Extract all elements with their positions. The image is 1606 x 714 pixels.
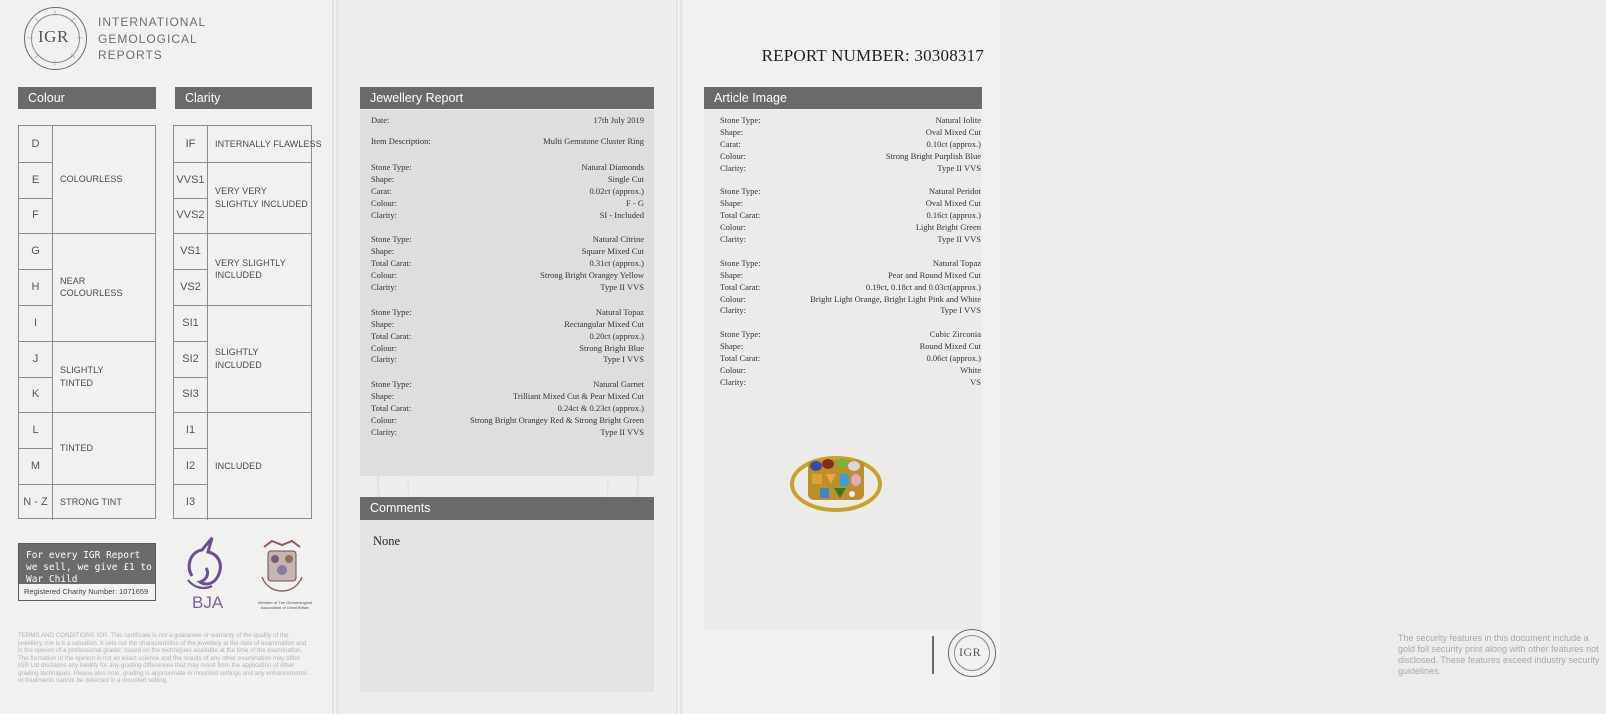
article-image-header: Article Image [704,87,982,109]
detail-row [371,186,644,198]
grade-column-divider [207,126,208,520]
detail-value: 0.06ct (approx.) [926,353,981,364]
grade-code: H [31,281,40,294]
detail-row [371,198,644,210]
detail-value: Type I VVS [603,354,644,365]
grade-code: IF [185,137,196,150]
detail-label: Total Carat: [371,258,412,269]
detail-row [720,198,981,210]
detail-value: Pear and Round Mixed Cut [887,269,981,280]
detail-label: Total Carat: [371,403,412,414]
igr-logo [24,7,87,70]
grade-code: SI1 [182,316,199,329]
detail-row [720,258,981,270]
grade-row-divider [19,377,52,378]
detail-label: Total Carat: [720,210,761,221]
terms-and-conditions: TERMS AND CONDITIONS IGR. This certificate is not a guarantee or warranty of the quality of the jewellery, nor is it a valuation. It sets out the characteristics of the jewellery at the date of examination and is the opinion of a professional grader, based on the techniques available at the time of the examination. The formation of the opinion is not an exact science and the results of any other examination may differ. IGR Ltd disclaims any liability for any grading differences that may result from the application of other grading techniques. Please also note, grading is approximate in mounted settings and any enhancements or treatments cannot be detected in a mounted setting. [18,632,307,684]
detail-row [371,234,644,246]
igr-logo-text: IGR [38,27,69,46]
detail-label: Stone Type: [720,115,761,125]
grade-code: VVS2 [176,209,205,222]
summary-label: Date: [371,115,390,125]
detail-row [720,163,981,175]
detail-label: Shape: [371,391,395,402]
description-divider [207,305,311,306]
middle-panel [338,0,676,714]
stone-group [720,186,981,245]
detail-value: Type II VVS [937,234,981,245]
detail-label: Stone Type: [371,234,412,245]
detail-label: Colour: [720,222,746,233]
grade-row-divider [19,162,52,163]
detail-row [720,294,981,306]
detail-value: Type II VVS [600,426,644,437]
grade-code: N - Z [23,495,48,508]
grade-code: F [32,209,39,222]
grade-column-divider [52,126,53,520]
description-divider [52,484,155,485]
grade-description: SLIGHTLY INCLUDED [215,347,262,370]
detail-label: Shape: [720,269,744,280]
brand-line: REPORTS [98,48,163,62]
detail-row [720,377,981,389]
stone-group [371,307,644,366]
stone-group [371,162,644,221]
grade-code: L [32,424,39,437]
detail-label: Clarity: [371,282,397,293]
grade-code: D [31,137,40,150]
summary-label: Item Description: [371,136,431,146]
detail-value: Type I VVS [940,305,981,316]
stone-group [720,258,981,317]
detail-value: Strong Bright Orangey Red & Strong Bright Green [470,415,644,426]
grade-row-divider [174,162,207,163]
detail-row [371,331,644,343]
detail-row [720,151,981,163]
grade-description: TINTED [60,442,94,453]
grade-code: VS2 [180,281,201,294]
detail-row [371,174,644,186]
article-stones [720,115,981,401]
charity-text: For every IGR Report we sell, we give £1 to War Child [19,544,155,584]
detail-label: Shape: [371,318,395,329]
grade-description: SLIGHTLY TINTED [60,365,104,388]
grade-code: I [33,316,38,329]
left-panel [0,0,332,714]
detail-row [371,270,644,282]
detail-label: Total Carat: [720,281,761,292]
charity-number: Registered Charity Number: 1071659 [24,587,149,596]
comments-card [360,520,654,692]
summary-row [371,136,644,148]
detail-value: Single Cut [607,173,644,184]
detail-row [720,341,981,353]
detail-value: 0.20ct (approx.) [589,330,644,341]
right-panel [682,0,1600,714]
grade-code: K [31,388,40,401]
igr-seal [948,629,996,677]
detail-label: Total Carat: [371,330,412,341]
grade-row-divider [19,341,52,342]
crest-caption: Member of The Gemmological Association of Great Britain [258,600,312,610]
detail-row [371,210,644,222]
detail-row [371,403,644,415]
grade-code: I3 [185,495,196,508]
stone-group [371,379,644,438]
detail-value: 0.10ct (approx.) [926,138,981,149]
grade-description: NEAR COLOURLESS [60,275,123,299]
detail-label: Total Carat: [720,353,761,364]
detail-label: Carat: [720,138,741,149]
grade-row-divider [174,377,207,378]
detail-label: Clarity: [720,234,746,245]
detail-label: Shape: [720,126,744,137]
stone-group [720,115,981,174]
grade-code: E [31,173,40,186]
detail-label: Clarity: [720,305,746,316]
detail-row [371,162,644,174]
detail-value: Natural Peridot [928,186,981,197]
detail-label: Shape: [371,173,395,184]
bja-unicorn-logo [178,536,244,612]
detail-label: Colour: [720,365,746,376]
detail-value: Type II VVS [600,282,644,293]
report-stones [371,162,644,452]
detail-value: Trilliant Mixed Cut & Pear Mixed Cut [513,391,644,402]
detail-value: Bright Light Orange, Bright Light Pink and White [810,293,981,304]
stone-group [371,234,644,293]
description-divider [52,412,155,413]
detail-label: Colour: [371,270,397,281]
detail-label: Stone Type: [720,257,761,268]
detail-value: Natural Topaz [932,257,981,268]
detail-row [720,270,981,282]
detail-value: Natural Topaz [595,306,644,317]
detail-row [371,319,644,331]
detail-value: F - G [626,197,644,208]
detail-label: Clarity: [371,426,397,437]
detail-value: SI - Included [599,209,644,220]
detail-label: Clarity: [720,376,746,387]
detail-row [371,415,644,427]
detail-row [720,210,981,222]
detail-value: Light Bright Green [915,222,981,233]
grade-description: VERY SLIGHTLY INCLUDED [215,257,286,281]
detail-value: Oval Mixed Cut [925,198,981,209]
summary-row [371,115,644,136]
detail-row [720,282,981,294]
grade-code: VS1 [180,245,201,258]
detail-row [720,305,981,317]
detail-value: Oval Mixed Cut [925,126,981,137]
detail-value: Strong Bright Blue [579,342,644,353]
detail-value: 0.31ct (approx.) [589,258,644,269]
grade-row-divider [174,233,207,234]
detail-label: Shape: [720,198,744,209]
detail-value: 0.16ct (approx.) [926,210,981,221]
detail-value: Rectangular Mixed Cut [564,318,644,329]
detail-value: Natural Citrine [592,234,644,245]
charity-box [18,543,156,601]
detail-row [371,379,644,391]
grade-row-divider [19,484,52,485]
detail-row [371,391,644,403]
clarity-header: Clarity [175,87,312,109]
detail-value: VS [970,376,981,387]
detail-label: Colour: [371,342,397,353]
brand-name [98,14,206,64]
grade-code: M [30,460,41,473]
detail-value: Strong Bright Purplish Blue [885,150,981,161]
detail-row [720,186,981,198]
grade-row-divider [174,448,207,449]
detail-value: Natural Iolite [935,115,981,125]
grade-code: VVS1 [176,173,205,186]
grade-code: G [31,245,40,258]
grade-row-divider [19,198,52,199]
detail-value: Round Mixed Cut [919,341,981,352]
description-divider [207,233,311,234]
description-divider [207,412,311,413]
grade-row-divider [19,233,52,234]
detail-row [720,234,981,246]
detail-row [371,343,644,355]
igr-seal-text: IGR [959,645,982,659]
detail-row [720,139,981,151]
detail-label: Clarity: [371,209,397,220]
report-summary [371,115,644,148]
grade-row-divider [174,269,207,270]
detail-row [371,427,644,439]
grade-description: INTERNALLY FLAWLESS [215,138,322,149]
description-divider [52,233,155,234]
grade-code: I1 [185,424,196,437]
bja-logo-text: BJA [192,593,224,612]
detail-label: Colour: [371,197,397,208]
detail-row [720,127,981,139]
clarity-scale-table [173,125,322,519]
grade-code: SI2 [182,352,199,365]
grade-row-divider [174,305,207,306]
colour-scale-table [18,125,156,519]
summary-value: 17th July 2019 [593,115,644,125]
detail-row [720,115,981,127]
detail-value: Type II VVS [937,162,981,173]
detail-row [720,353,981,365]
detail-value: Natural Diamonds [581,162,644,172]
comments-text: None [373,534,401,548]
detail-row [720,222,981,234]
detail-row [371,354,644,366]
detail-label: Carat: [371,185,392,196]
stone-group [720,329,981,388]
grade-row-divider [19,448,52,449]
brand-line: INTERNATIONAL [98,15,207,29]
grade-code: I2 [185,460,196,473]
detail-row [720,365,981,377]
detail-label: Stone Type: [371,379,412,390]
detail-label: Colour: [371,415,397,426]
detail-row [371,246,644,258]
detail-row [371,307,644,319]
summary-value: Multi Gemstone Cluster Ring [543,136,644,146]
grade-row-divider [174,412,207,413]
brand-line: GEMOLOGICAL [98,31,198,46]
grade-row-divider [174,341,207,342]
detail-value: 0.24ct & 0.23ct (approx.) [557,403,644,414]
grade-row-divider [174,198,207,199]
description-divider [52,341,155,342]
detail-value: Square Mixed Cut [581,246,644,257]
detail-label: Stone Type: [720,186,761,197]
grade-code: SI3 [182,388,199,401]
grade-description: INCLUDED [215,460,262,471]
grade-description: VERY VERY SLIGHTLY INCLUDED [215,186,308,209]
security-note: The security features in this document include a gold foil security print along with other features not disclosed. These features exceed industry security guidelines. [1398,633,1600,676]
grade-row-divider [19,269,52,270]
description-divider [207,162,311,163]
detail-label: Shape: [720,341,744,352]
detail-value: Strong Bright Orangey Yellow [540,270,644,281]
grade-row-divider [19,305,52,306]
detail-label: Stone Type: [720,329,761,340]
ring-image [790,446,882,516]
detail-label: Clarity: [371,354,397,365]
report-number: REPORT NUMBER: 30308317 [761,46,984,65]
detail-value: Cubic Zirconia [929,329,981,340]
gemmological-crest-icon [258,537,308,599]
colour-header: Colour [18,87,156,109]
detail-label: Colour: [720,150,746,161]
detail-label: Colour: [720,293,746,304]
divider [932,636,934,674]
grade-description: COLOURLESS [60,174,123,185]
detail-value: 0.19ct, 0.18ct and 0.03ct(approx.) [865,281,981,292]
grade-row-divider [174,484,207,485]
grade-row-divider [19,412,52,413]
detail-label: Stone Type: [371,162,412,172]
comments-header: Comments [360,497,654,520]
detail-value: 0.02ct (approx.) [589,185,644,196]
detail-label: Shape: [371,246,395,257]
detail-value: White [960,365,981,376]
detail-value: Natural Garnet [593,379,644,390]
detail-row [720,329,981,341]
detail-row [371,282,644,294]
detail-row [371,258,644,270]
detail-label: Clarity: [720,162,746,173]
grade-code: J [32,352,39,365]
jewellery-report-header: Jewellery Report [360,87,654,109]
grade-description: STRONG TINT [60,496,122,507]
detail-label: Stone Type: [371,306,412,317]
